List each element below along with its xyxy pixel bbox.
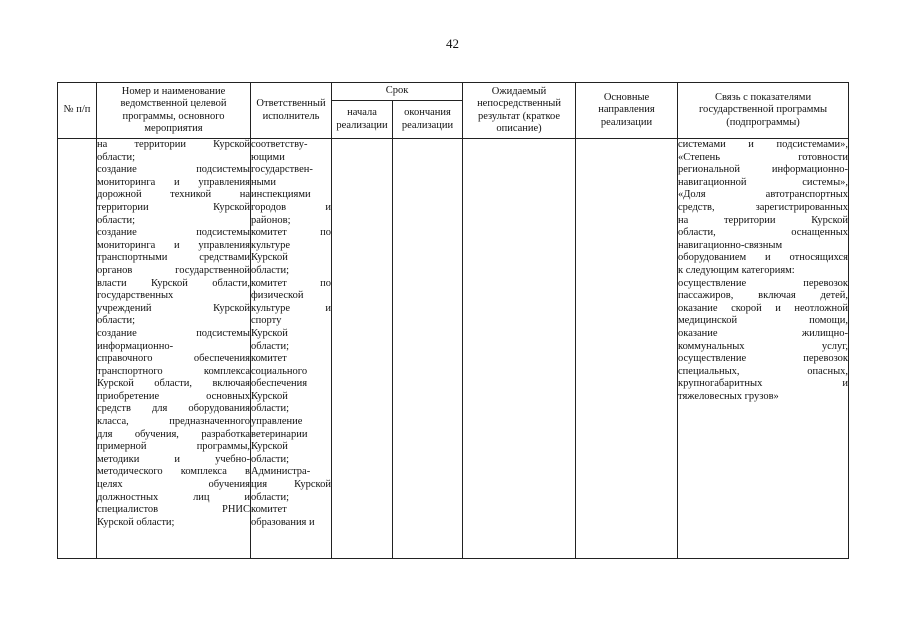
indicator-link-line: навигационно-связным [678, 239, 783, 251]
responsible-line: ветеринарии [251, 428, 308, 440]
indicator-link-line: средств, зарегистрированных [678, 201, 849, 213]
indicator-link-line: оказание скорой и неотложной [678, 302, 849, 314]
program-name-line: мониторинга и управления [97, 176, 250, 188]
program-name-line: территории Курской [97, 201, 250, 213]
responsible-line: управление [251, 416, 303, 428]
header-expected-result: Ожидаемый непосредственный результат (краткое описание) [463, 83, 576, 139]
header-number: № п/п [58, 83, 97, 139]
program-name-line: учреждений Курской [97, 302, 250, 314]
responsible-text [251, 139, 331, 529]
indicator-link-line: оказание жилищно- [678, 327, 849, 339]
program-name-line: Курской области; [97, 516, 175, 528]
responsible-line: Курской [251, 252, 288, 264]
indicator-link-text [678, 139, 848, 403]
program-name-line: области; [97, 214, 136, 226]
cell-period-start [332, 139, 393, 559]
program-name-line: примерной программы, [97, 441, 250, 453]
responsible-line: социального [251, 365, 308, 377]
cell-expected-result [463, 139, 576, 559]
responsible-line: комитет [251, 504, 287, 516]
responsible-line: культуре [251, 239, 290, 251]
indicator-link-line: области, оснащенных [678, 227, 849, 239]
program-name-line: мониторинга и управления [97, 239, 250, 251]
responsible-line: области; [251, 491, 290, 503]
responsible-line: обеспечения [251, 378, 308, 390]
program-name-line: специалистов РНИС [97, 504, 250, 516]
program-name-line: класса, предназначенного [97, 416, 250, 428]
responsible-line: области; [251, 453, 290, 465]
indicator-link-line: к следующим категориям: [678, 264, 795, 276]
program-name-line: органов государственной [97, 264, 250, 276]
responsible-line: культуре и [251, 302, 331, 314]
header-program-name: Номер и наименование ведомственной целевой программы, основного мероприятия [97, 83, 251, 139]
header-directions: Основные направления реализации [576, 83, 678, 139]
indicator-link-line: тяжеловесных грузов» [678, 390, 779, 402]
indicator-link-line: «Доля автотранспортных [678, 189, 849, 201]
indicator-link-line: «Степень готовности [678, 151, 849, 163]
program-name-line: для обучения, разработка [97, 428, 250, 440]
cell-responsible [251, 139, 332, 559]
responsible-line: Администра- [251, 466, 311, 478]
program-name-line: должностных лиц и [97, 491, 250, 503]
responsible-line: ющими [251, 151, 285, 163]
responsible-line: Курской [251, 441, 288, 453]
responsible-line: области; [251, 403, 290, 415]
responsible-line: ными [251, 176, 276, 188]
program-name-line: области; [97, 151, 136, 163]
responsible-line: комитет по [251, 277, 331, 289]
program-name-line: методического комплекса в [97, 466, 250, 478]
program-name-line: транспортного комплекса [97, 365, 250, 377]
program-name-line: средств для оборудования [97, 403, 250, 415]
responsible-line: области; [251, 340, 290, 352]
indicator-link-line: осуществление перевозок [678, 353, 849, 365]
responsible-line: городов и [251, 201, 331, 213]
responsible-line: области; [251, 264, 290, 276]
program-name-line: методики и учебно- [97, 453, 250, 465]
program-name-line: справочного обеспечения [97, 353, 250, 365]
program-name-text [97, 139, 250, 529]
indicator-link-line: региональной информационно- [678, 164, 849, 176]
responsible-line: ция Курской [251, 479, 331, 491]
responsible-line: комитет [251, 353, 287, 365]
header-responsible: Ответственный исполнитель [251, 83, 332, 139]
responsible-line: образования и [251, 516, 315, 528]
program-name-line: транспортными средствами [97, 252, 250, 264]
cell-number [58, 139, 97, 559]
responsible-line: Курской [251, 390, 288, 402]
cell-period-end [393, 139, 463, 559]
indicator-link-line: системами и подсистемами», [678, 139, 849, 150]
indicator-link-line: крупногабаритных и [678, 378, 849, 390]
responsible-line: соответству- [251, 139, 308, 150]
responsible-line: инспекциями [251, 189, 311, 201]
program-name-line: на территории Курской [97, 139, 250, 150]
indicator-link-line: коммунальных услуг, [678, 340, 849, 352]
program-name-line: создание подсистемы [97, 227, 250, 239]
program-name-line: дорожной техникой на [97, 189, 250, 201]
program-name-line: создание подсистемы [97, 164, 250, 176]
program-name-line: информационно- [97, 340, 174, 352]
responsible-line: районов; [251, 214, 291, 226]
indicator-link-line: пассажиров, включая детей, [678, 290, 849, 302]
cell-directions [576, 139, 678, 559]
indicator-link-line: медицинской помощи, [678, 315, 849, 327]
responsible-line: спорту [251, 315, 282, 327]
cell-program-name [97, 139, 251, 559]
program-table [57, 82, 849, 559]
indicator-link-line: оборудованием и относящихся [678, 252, 849, 264]
indicator-link-line: навигационной системы», [678, 176, 849, 188]
indicator-link-line: специальных, опасных, [678, 365, 849, 377]
program-name-line: целях обучения [97, 479, 250, 491]
cell-indicator-link [678, 139, 849, 559]
page-number: 42 [446, 36, 459, 51]
header-indicator-link: Связь с показателями государственной программы (подпрограммы) [678, 83, 849, 139]
program-name-line: Курской области, включая [97, 378, 250, 390]
program-name-line: приобретение основных [97, 390, 250, 402]
indicator-link-line: осуществление перевозок [678, 277, 849, 289]
program-name-line: создание подсистемы [97, 327, 250, 339]
program-name-line: государственных [97, 290, 174, 302]
responsible-line: Курской [251, 327, 288, 339]
header-period-start: начала реализации [332, 101, 393, 139]
indicator-link-line: на территории Курской [678, 214, 849, 226]
program-name-line: области; [97, 315, 136, 327]
header-period-end: окончания реализации [393, 101, 463, 139]
program-name-line: власти Курской области, [97, 277, 250, 289]
responsible-line: государствен- [251, 164, 313, 176]
header-period: Срок [332, 83, 463, 101]
responsible-line: физической [251, 290, 304, 302]
responsible-line: комитет по [251, 227, 331, 239]
